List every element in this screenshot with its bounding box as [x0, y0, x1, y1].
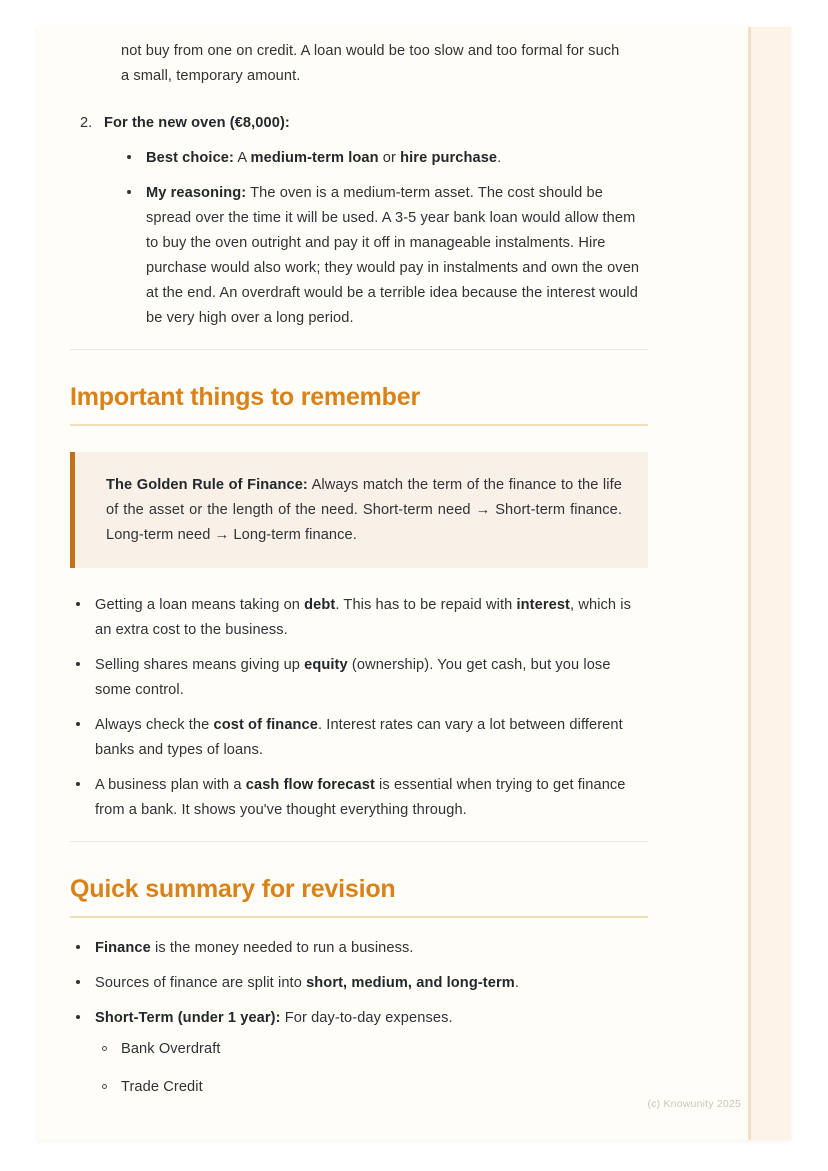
remember-bullet-list [70, 593, 648, 823]
bullet-part-2: . Interest rates can vary a lot between different banks and types of loans. [95, 717, 623, 758]
heading-underline [70, 424, 648, 426]
section-heading-remember: Important things to remember [70, 383, 420, 411]
bullet-content [95, 597, 631, 638]
bullet-content [95, 940, 414, 956]
bullet-part-1: Sources of finance are split into [95, 975, 307, 991]
bullet-content [95, 1010, 453, 1026]
bullet-content [95, 975, 519, 991]
continuation-paragraph: not buy from one on credit. A loan would be too slow and too formal for such a small, temporary amount. [121, 43, 620, 84]
summary-bullet-list [70, 936, 648, 1100]
list-item [70, 971, 648, 996]
bullet-bold-2: short, medium, and long-term [306, 975, 515, 991]
decorative-side-panel [748, 27, 791, 1140]
bullet-dot-icon [76, 722, 80, 726]
callout-text [106, 473, 622, 548]
document-sheet [37, 27, 791, 1140]
bullet-bold-1: Short-Term (under 1 year): [95, 1010, 281, 1026]
bullet-label: Best choice: [146, 150, 234, 166]
section-heading-summary: Quick summary for revision [70, 875, 396, 903]
bullet-dot-icon [127, 190, 131, 194]
ordered-list [70, 111, 648, 331]
bullet-bold-1: Finance [95, 940, 151, 956]
bullet-content [95, 717, 623, 758]
bullet-bold-2: interest [516, 597, 571, 613]
document-content [70, 27, 648, 1113]
list-item [70, 936, 648, 961]
bullet-content [95, 777, 626, 818]
bullet-text-before: A [233, 150, 251, 166]
sub-bullet-text: Trade Credit [121, 1079, 203, 1095]
list-item [70, 593, 648, 643]
bullet-bold-1: cash flow forecast [245, 777, 375, 793]
list-item [70, 1006, 648, 1100]
bullet-part-2: is essential when trying to get finance from a bank. It shows you've thought everything through. [95, 777, 626, 818]
bullet-bold-1: debt [304, 597, 336, 613]
bullet-text-mid: or [378, 150, 401, 166]
bullet-part-2: For day-to-day expenses. [280, 1010, 453, 1026]
bullet-bold-1: medium-term loan [250, 150, 379, 166]
section-divider [70, 349, 648, 350]
bullet-part-2: (ownership). You get cash, but you lose some control. [95, 657, 611, 698]
callout-body: Always match the term of the finance to the life of the asset or the length of the need. Short-term need → Short-term finance. Long-term need → Long-term finance. [106, 477, 622, 543]
summary-sub-list [95, 1037, 648, 1100]
sub-bullet-text: Bank Overdraft [121, 1041, 221, 1057]
bullet-label: My reasoning: [146, 185, 247, 201]
bullet-dot-icon [76, 945, 80, 949]
bullet-part-1: Selling shares means giving up [95, 657, 305, 673]
bullet-content [146, 150, 501, 166]
bullet-dot-icon [76, 662, 80, 666]
bullet-dot-icon [127, 155, 131, 159]
bullet-bold-2: hire purchase [400, 150, 498, 166]
copyright-watermark: (c) Knowunity 2025 [647, 1098, 741, 1110]
bullet-circle-icon [102, 1084, 107, 1089]
bullet-dot-icon [76, 782, 80, 786]
bullet-part-3: . [514, 975, 519, 991]
list-item [121, 146, 648, 171]
nested-bullet-list [121, 146, 648, 331]
ordered-item-heading: For the new oven (€8,000): [104, 115, 290, 131]
bullet-bold-1: cost of finance [213, 717, 318, 733]
list-item [70, 653, 648, 703]
bullet-content [146, 185, 639, 326]
bullet-dot-icon [76, 1015, 80, 1019]
list-item [70, 773, 648, 823]
spacer [70, 918, 648, 936]
golden-rule-callout [70, 452, 648, 568]
spacer [70, 568, 648, 593]
bullet-text-tail: . [497, 150, 502, 166]
bullet-text: The oven is a medium-term asset. The cost should be spread over the time it will be used. A 3-5 year bank loan would allow them to buy the oven outright and pay it off in manageable instalments. Hire purchase would also work; they would pay in instalments and own the oven at the end. An overdraft would be a terrible idea because the interest would be very high over a long period. [146, 185, 640, 326]
list-marker: 2. [80, 115, 93, 131]
bullet-part-1: A business plan with a [95, 777, 246, 793]
bullet-part-1: Always check the [95, 717, 214, 733]
bullet-dot-icon [76, 980, 80, 984]
bullet-part-2: . This has to be repaid with [335, 597, 517, 613]
bullet-part-3: , which is an extra cost to the business. [95, 597, 632, 638]
bullet-part-2: is the money needed to run a business. [150, 940, 414, 956]
bullet-dot-icon [76, 602, 80, 606]
sub-list-item [95, 1037, 648, 1062]
bullet-circle-icon [102, 1046, 107, 1051]
ordered-list-item [70, 111, 648, 331]
list-item [70, 713, 648, 763]
section-divider [70, 841, 648, 842]
list-item [121, 181, 648, 331]
sub-list-item [95, 1075, 648, 1100]
callout-label: The Golden Rule of Finance: [106, 477, 308, 493]
bullet-bold-1: equity [304, 657, 348, 673]
bullet-part-1: Getting a loan means taking on [95, 597, 305, 613]
bullet-content [95, 657, 611, 698]
